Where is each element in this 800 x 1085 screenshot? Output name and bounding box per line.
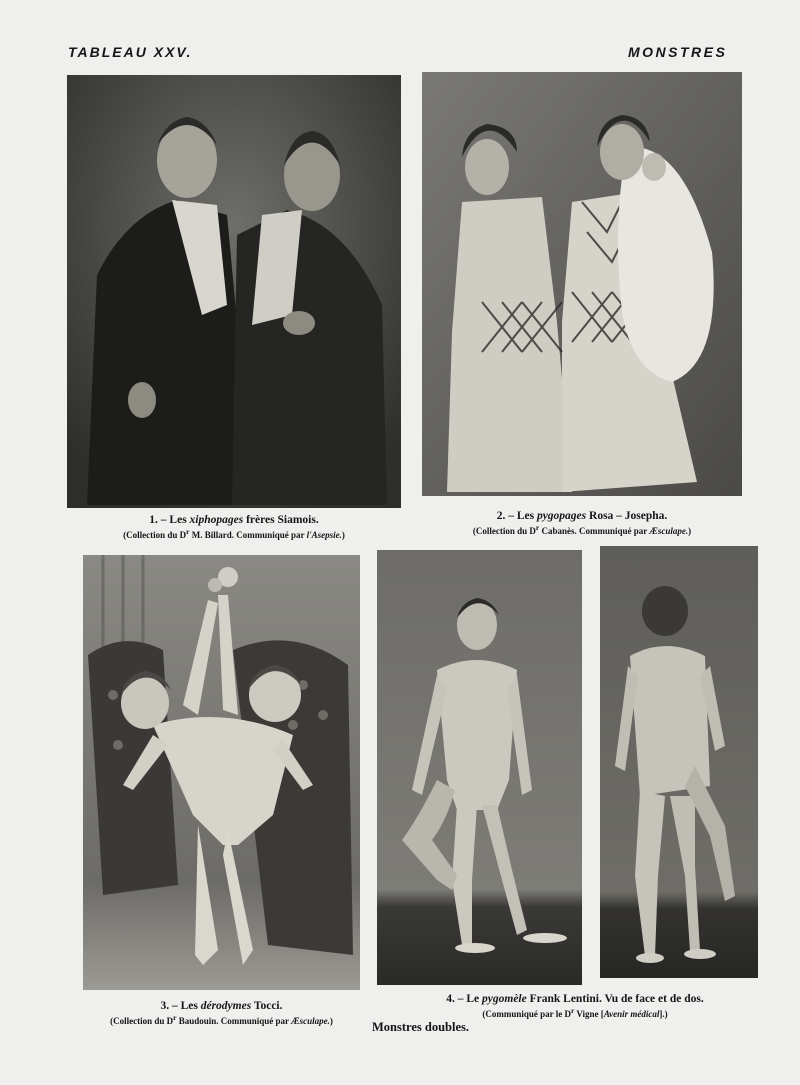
figure-1-credit: (Collection du $D^r$ M. Billard. Communiqué par l'Asepsie.) — [123, 527, 345, 540]
photo-xiphopages-siamese-twins — [67, 75, 401, 508]
figure-3-title: 3. – Les dérodymes Tocci. — [160, 1000, 283, 1012]
figure-4-credit: (Communiqué par le $D^r$ Vigne [Avenir médical].) — [482, 1006, 668, 1019]
photo-pygopages-rosa-josepha — [422, 72, 742, 496]
section-title: MONSTRES — [628, 44, 728, 60]
plate-number: TABLEAU XXV. — [68, 44, 193, 60]
figure-3-caption — [83, 1000, 360, 1026]
figure-2-title: 2. – Les pygopages Rosa – Josepha. — [496, 510, 668, 522]
figure-2-credit: (Collection du $D^r$ Cabanès. Communiqué par Æsculape.) — [472, 523, 692, 536]
figure-2-caption — [422, 510, 742, 536]
photo-pygomele-back-view — [600, 546, 758, 978]
figure-1-title: 1. – Les xiphopages frères Siamois. — [149, 514, 319, 526]
figure-4-title: 4. – Le pygomèle Frank Lentini. Vu de face et de dos. — [446, 993, 704, 1005]
photo-pygomele-front-view — [377, 550, 582, 985]
figure-4-caption — [410, 993, 740, 1019]
plate-subtitle: Monstres doubles. — [372, 1020, 470, 1034]
figure-1-caption — [67, 514, 401, 540]
photo-derodymes-tocci — [83, 555, 360, 990]
figure-3-credit: (Collection du $D^r$ Baudouin. Communiqué par Æsculape.) — [110, 1013, 333, 1026]
